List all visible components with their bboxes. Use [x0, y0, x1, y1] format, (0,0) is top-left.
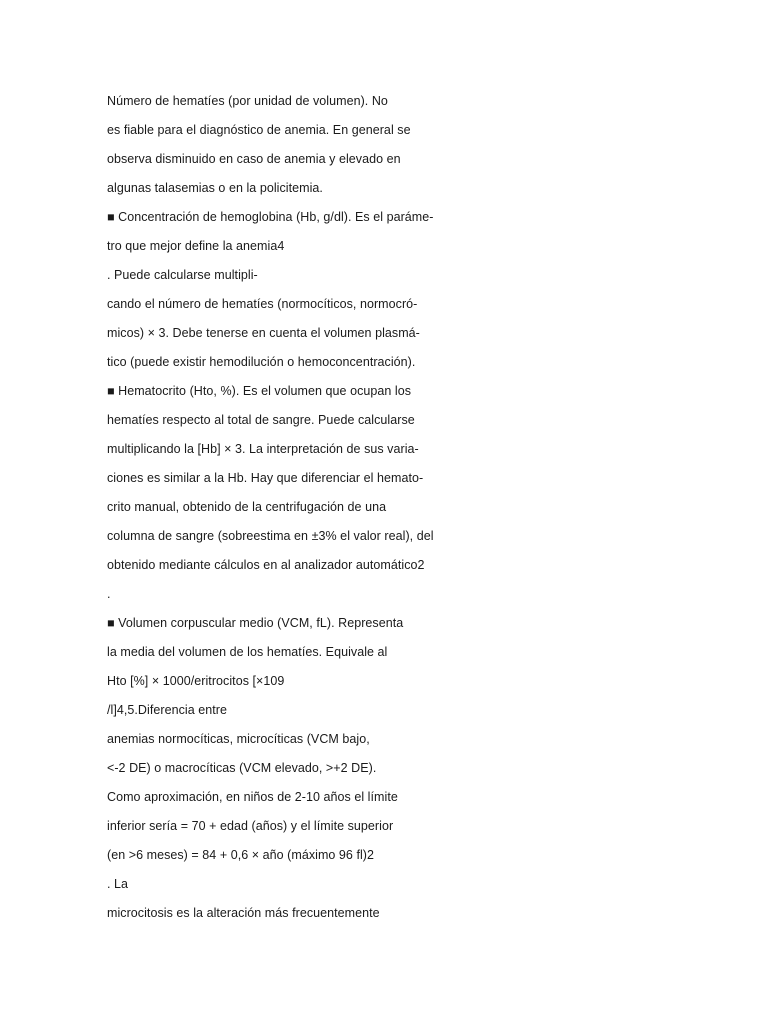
- text-line: /l]4,5.Diferencia entre: [107, 703, 227, 717]
- text-line: columna de sangre (sobreestima en ±3% el valor real), del: [107, 529, 434, 543]
- text-line: tro que mejor define la anemia4: [107, 239, 285, 253]
- text-line: microcitosis es la alteración más frecuentemente: [107, 906, 380, 920]
- text-line: ■ Hematocrito (Hto, %). Es el volumen que ocupan los: [107, 384, 412, 398]
- text-line: ■ Concentración de hemoglobina (Hb, g/dl). Es el paráme-: [107, 210, 434, 224]
- text-line: observa disminuido en caso de anemia y elevado en: [107, 152, 401, 166]
- text-line: .: [107, 587, 111, 601]
- text-line: crito manual, obtenido de la centrifugación de una: [107, 500, 387, 514]
- text-line: multiplicando la [Hb] × 3. La interpretación de sus varia-: [107, 442, 419, 456]
- text-line: inferior sería = 70 + edad (años) y el límite superior: [107, 819, 394, 833]
- text-line: anemias normocíticas, microcíticas (VCM bajo,: [107, 732, 370, 746]
- text-line: ciones es similar a la Hb. Hay que diferenciar el hemato-: [107, 471, 424, 485]
- body-text: [107, 91, 727, 932]
- text-line: (en >6 meses) = 84 + 0,6 × año (máximo 96 fl)2: [107, 848, 375, 862]
- text-line: algunas talasemias o en la policitemia.: [107, 181, 323, 195]
- text-line: micos) × 3. Debe tenerse en cuenta el volumen plasmá-: [107, 326, 420, 340]
- text-line: es fiable para el diagnóstico de anemia. En general se: [107, 123, 411, 137]
- text-line: <-2 DE) o macrocíticas (VCM elevado, >+2 DE).: [107, 761, 377, 775]
- text-line: . La: [107, 877, 129, 891]
- text-line: . Puede calcularse multipli-: [107, 268, 258, 282]
- text-line: Número de hematíes (por unidad de volumen). No: [107, 94, 388, 108]
- text-line: cando el número de hematíes (normocíticos, normocró-: [107, 297, 418, 311]
- text-line: la media del volumen de los hematíes. Equivale al: [107, 645, 388, 659]
- text-line: Hto [%] × 1000/eritrocitos [×109: [107, 674, 285, 688]
- text-line: tico (puede existir hemodilución o hemoconcentración).: [107, 355, 416, 369]
- text-line: ■ Volumen corpuscular medio (VCM, fL). Representa: [107, 616, 404, 630]
- text-line: Como aproximación, en niños de 2-10 años el límite: [107, 790, 398, 804]
- text-line: obtenido mediante cálculos en al analizador automático2: [107, 558, 425, 572]
- text-line: hematíes respecto al total de sangre. Puede calcularse: [107, 413, 415, 427]
